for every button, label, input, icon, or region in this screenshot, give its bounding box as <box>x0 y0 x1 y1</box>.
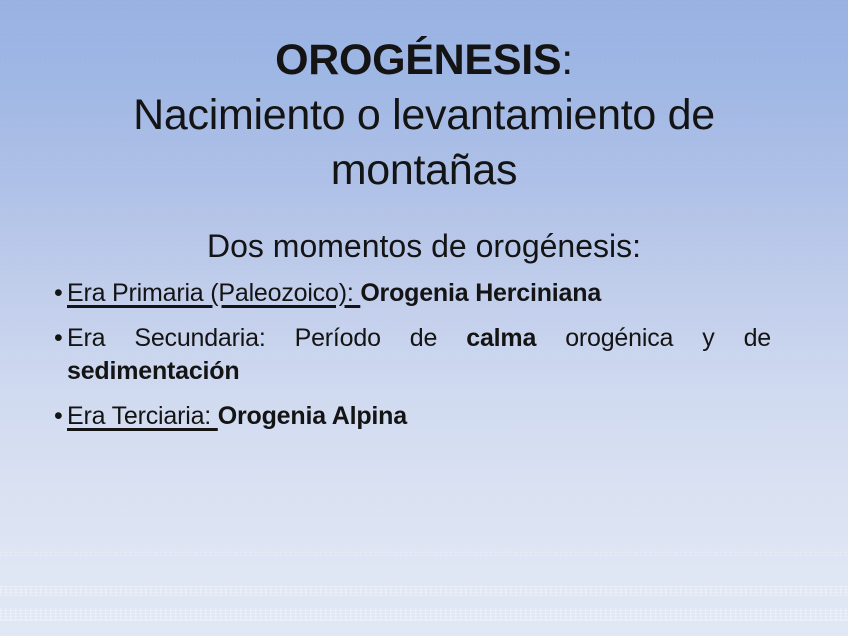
decorative-pattern-row-top <box>0 550 848 556</box>
title-word-orogenesis: OROGÉNESIS <box>275 36 562 84</box>
title-line-3: montañas <box>330 146 518 194</box>
bullet-text <box>54 322 771 388</box>
bullet-era-terciaria <box>54 400 771 433</box>
bullet-line <box>67 322 771 355</box>
text-segment-bold: Orogenia Alpina <box>217 402 407 430</box>
text-segment-bold: Orogenia Herciniana <box>360 279 602 307</box>
slide-title <box>0 33 848 198</box>
decorative-pattern-row-bottom <box>0 608 848 621</box>
title-line-2: Nacimiento o levantamiento de <box>133 91 715 139</box>
bullet-line <box>67 355 771 388</box>
bullet-era-secundaria <box>54 322 771 388</box>
bullet-era-primaria <box>54 277 771 310</box>
title-line-1 <box>0 33 848 88</box>
bullet-list <box>54 277 771 445</box>
bullet-text <box>54 277 771 310</box>
text-segment: orogénica y de <box>536 324 771 352</box>
text-segment-underlined: Era Terciaria: <box>67 402 218 430</box>
text-segment-bold: calma <box>466 324 537 352</box>
bullet-marker: • <box>54 279 63 307</box>
bullet-marker: • <box>54 324 63 352</box>
text-segment: Era Secundaria: Período de <box>67 324 467 352</box>
bullet-line <box>67 277 771 310</box>
text-segment-bold: sedimentación <box>67 357 240 385</box>
decorative-pattern-row-middle <box>0 586 848 596</box>
text-segment-underlined: Era Primaria (Paleozoico): <box>67 279 361 307</box>
slide-subtitle: Dos momentos de orogénesis: <box>207 228 641 264</box>
decorative-border-band <box>0 548 848 622</box>
bullet-marker: • <box>54 402 63 430</box>
bullet-line <box>67 400 771 433</box>
title-colon: : <box>561 36 573 84</box>
bullet-text <box>54 400 771 433</box>
